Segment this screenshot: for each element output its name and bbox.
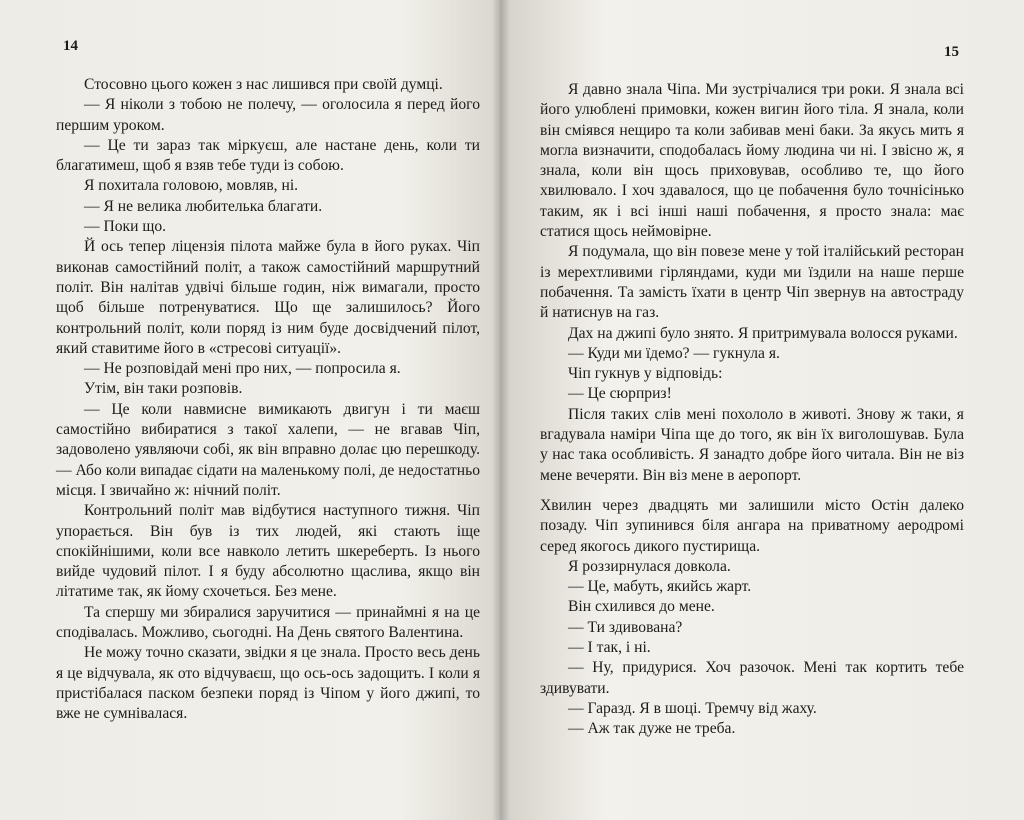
- paragraph: Утім, він таки розповів.: [84, 380, 243, 398]
- paragraph: — Це ти зараз так міркуєш, але настане день, коли ти благатимеш, щоб я взяв тебе туди із собою.: [56, 136, 480, 175]
- paragraph: Й ось тепер ліцензія пілота майже була в його руках. Чіп виконав самостійний політ, а також самостійний маршрутний політ. Він налітав удвічі більше годин, ніж вимагали, просто щоб більше потренуватися. Що ще залишилось? Його контрольний політ, коли поряд із ним буде досвідчений пілот, який ставитиме його в «стресові ситуації».: [56, 238, 480, 357]
- paragraph: — І так, і ні.: [568, 639, 651, 657]
- paragraph: — Я не велика любителька благати.: [84, 197, 323, 215]
- page-number: 14: [63, 38, 78, 54]
- paragraph: Стосовно цього кожен з нас лишився при своїй думці.: [84, 76, 443, 93]
- paragraph: — Гаразд. Я в шоці. Тремчу від жаху.: [568, 699, 817, 717]
- paragraph: — Це, мабуть, якийсь жарт.: [568, 578, 752, 596]
- paragraph: — Поки що.: [84, 218, 167, 236]
- paragraph: Чіп гукнув у відповідь:: [568, 365, 723, 383]
- page-text: [56, 75, 480, 725]
- paragraph: Не можу точно сказати, звідки я це знала. Просто весь день я це відчувала, як ото відчуваєш, що ось-ось задощить. І коли я пристібалася паском безпеки поряд із Чіпом у його джипі, то вже не сумнівалася.: [56, 644, 480, 723]
- paragraph: Хвилин через двадцять ми залишили місто Остін далеко позаду. Чіп зупинився біля ангара на приватному аеродромі серед якогось дикого пустирища.: [540, 496, 964, 555]
- paragraph: Я подумала, що він повезе мене у той італійський ресторан із мерехтливими гірляндами, куди ми їздили на наше перше побачення. Та замість їхати в центр Чіп звернув на автостраду й натиснув на газ.: [540, 243, 964, 322]
- left-page: [0, 0, 500, 820]
- paragraph: — Це сюрприз!: [568, 385, 672, 403]
- page-text: [540, 80, 964, 740]
- paragraph: Я похитала головою, мовляв, ні.: [84, 177, 299, 195]
- paragraph: — Не розповідай мені про них, — попросила я.: [84, 360, 401, 378]
- book-gutter: [492, 0, 510, 820]
- paragraph: — Куди ми їдемо? — гукнула я.: [568, 344, 780, 362]
- paragraph: Дах на джипі було знято. Я притримувала волосся руками.: [568, 324, 958, 342]
- page-number: 15: [944, 44, 959, 60]
- paragraph: Контрольний політ мав відбутися наступного тижня. Чіп упорається. Він був із тих людей, які стають іще спокійнішими, коли все навколо летить шкереберть. Із нього вийде чудовий пілот. І я буду абсолютно щаслива, якщо він літатиме так, як йому схочеться. Без мене.: [56, 502, 480, 601]
- paragraph: Я давно знала Чіпа. Ми зустрічалися три роки. Я знала всі його улюблені примовки, кожен вигин його тіла. Я знала, коли він сміявся нещиро та коли забивав мені баки. За якусь мить я могла визначити, сподобалась йому людина чи ні. І звісно ж, я знала, коли він щось приховував, особливо те, що його хвилювало. І хоч здавалося, що це побачення було точнісінько таким, як і всі інші наші побачення, я просто знала: має статися щось неймовірне.: [540, 81, 964, 241]
- paragraph: — Аж так дуже не треба.: [568, 720, 736, 738]
- paragraph: Після таких слів мені похололо в животі. Знову ж таки, я вгадувала наміри Чіпа ще до того, як він їх виголошував. Була у нас така особливість. Я занадто добре його читала. Він не віз мене вечеряти. Він віз мене в аеропорт.: [540, 405, 964, 484]
- paragraph: Він схилився до мене.: [568, 598, 715, 616]
- paragraph: Я роззирнулася довкола.: [568, 557, 731, 575]
- paragraph: — Це коли навмисне вимикають двигун і ти маєш самостійно вибиратися з такої халепи, — не вгавав Чіп, задоволено уявляючи собі, як він вправно долає цю перешкоду. — Або коли випадає сідати на маленькому полі, де недостатньо місця. І звичайно ж: нічний політ.: [56, 400, 480, 499]
- paragraph: — Ну, придурися. Хоч разочок. Мені так кортить тебе здивувати.: [540, 659, 964, 697]
- right-page: [500, 0, 1024, 820]
- paragraph: Та спершу ми збиралися заручитися — принаймні я на це сподівалась. Можливо, сьогодні. На День святого Валентина.: [56, 603, 480, 642]
- paragraph: — Ти здивована?: [568, 618, 683, 636]
- paragraph: — Я ніколи з тобою не полечу, — оголосила я перед його першим уроком.: [56, 96, 480, 134]
